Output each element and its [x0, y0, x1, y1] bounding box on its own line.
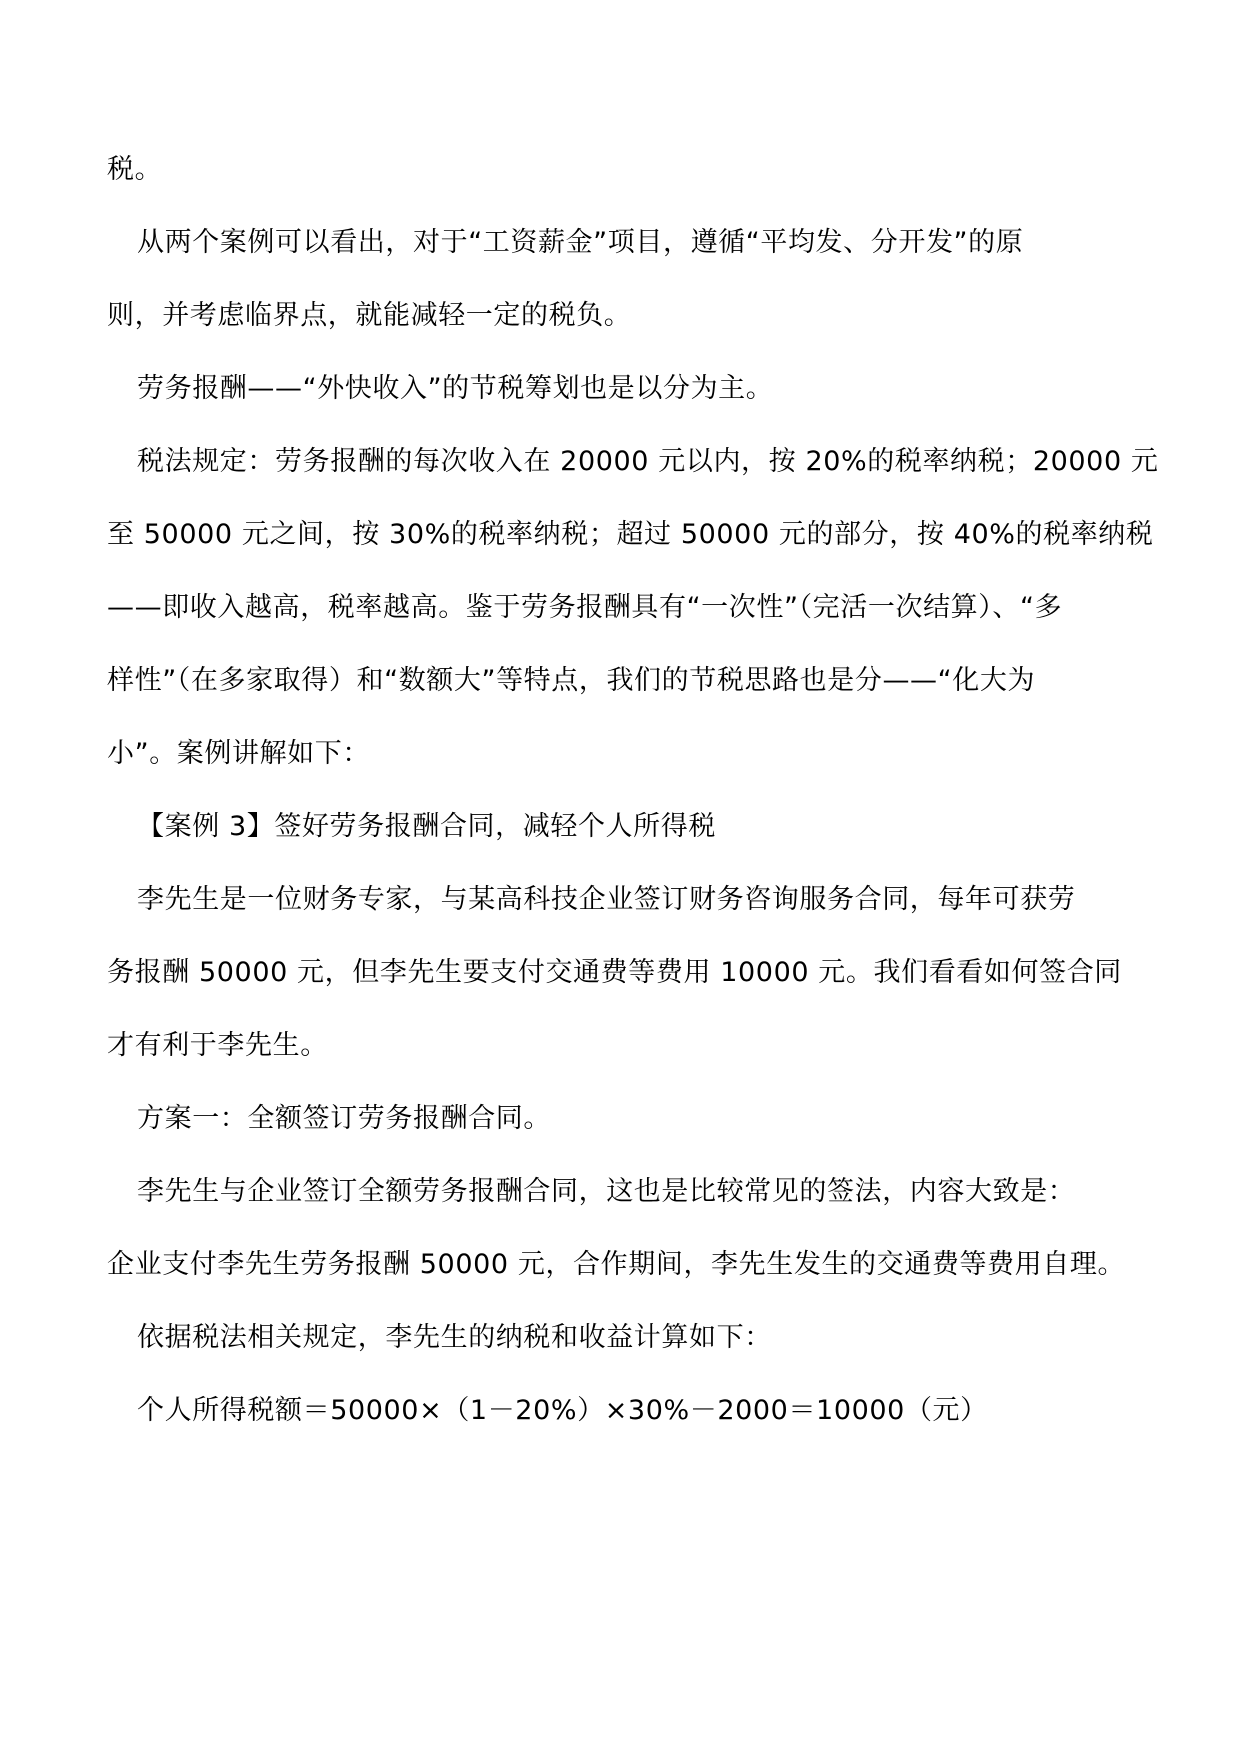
- text-line-13: 才有利于李先生。: [107, 1030, 328, 1061]
- plan-heading: 方案一：全额签订劳务报酬合同。: [137, 1103, 551, 1134]
- text-line-4: 劳务报酬——“外快收入”的节税筹划也是以分为主。: [137, 373, 774, 404]
- formula-line: 个人所得税额＝50000×（1－20%）×30%－2000＝10000（元）: [137, 1395, 988, 1426]
- text-line-6: 至 50000 元之间，按 30%的税率纳税；超过 50000 元的部分，按 40%的税率纳税: [107, 519, 1154, 550]
- text-line-9: 小”。案例讲解如下：: [107, 738, 370, 769]
- text-line-12: 务报酬 50000 元，但李先生要支付交通费等费用 10000 元。我们看看如何签合同: [107, 957, 1122, 988]
- case-heading: 【案例 3】签好劳务报酬合同，减轻个人所得税: [137, 811, 716, 842]
- text-line-15: 李先生与企业签订全额劳务报酬合同，这也是比较常见的签法，内容大致是：: [137, 1176, 1076, 1207]
- text-line-1: 税。: [107, 154, 163, 185]
- text-line-2: 从两个案例可以看出，对于“工资薪金”项目，遵循“平均发、分开发”的原: [137, 227, 1024, 258]
- text-line-17: 依据税法相关规定，李先生的纳税和收益计算如下：: [137, 1322, 772, 1353]
- text-line-16: 企业支付李先生劳务报酬 50000 元，合作期间，李先生发生的交通费等费用自理。: [107, 1249, 1126, 1280]
- text-line-5: 税法规定：劳务报酬的每次收入在 20000 元以内，按 20%的税率纳税；20000 元: [137, 446, 1159, 477]
- text-line-8: 样性”（在多家取得）和“数额大”等特点，我们的节税思路也是分——“化大为: [107, 665, 1036, 696]
- text-line-11: 李先生是一位财务专家，与某高科技企业签订财务咨询服务合同，每年可获劳: [137, 884, 1076, 915]
- text-line-7: ——即收入越高，税率越高。鉴于劳务报酬具有“一次性”（完活一次结算）、“多: [107, 592, 1063, 623]
- text-line-3: 则，并考虑临界点，就能减轻一定的税负。: [107, 300, 632, 331]
